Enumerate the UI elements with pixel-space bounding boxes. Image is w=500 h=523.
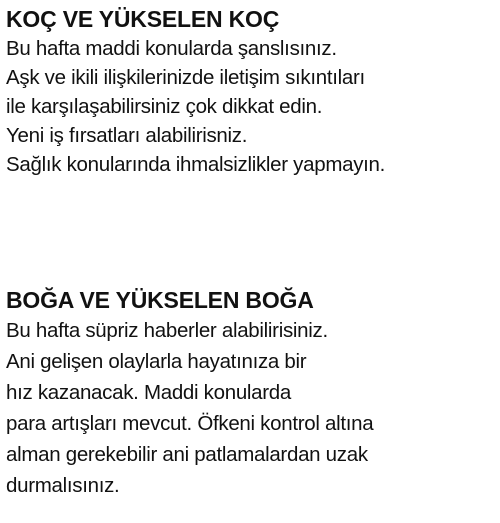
section-body [6, 315, 496, 501]
body-line: durmalısınız. [6, 474, 120, 497]
horoscope-section-koc [6, 4, 496, 179]
body-line: alman gerekebilir ani patlamalardan uzak [6, 443, 368, 466]
body-line: Bu hafta süpriz haberler alabilirisiniz. [6, 319, 328, 342]
body-line: Ani gelişen olaylarla hayatınıza bir [6, 350, 307, 373]
horoscope-section-boga [6, 285, 496, 501]
body-line: Sağlık konularında ihmalsizlikler yapmayın. [6, 153, 386, 176]
body-line: Aşk ve ikili ilişkilerinizde iletişim sıkıntıları [6, 66, 365, 89]
body-line: hız kazanacak. Maddi konularda [6, 381, 292, 404]
body-line: Yeni iş fırsatları alabilirisniz. [6, 124, 248, 147]
section-body [6, 34, 496, 179]
body-line: ile karşılaşabilirsiniz çok dikkat edin. [6, 95, 323, 118]
body-line: para artışları mevcut. Öfkeni kontrol altına [6, 412, 374, 435]
body-line: Bu hafta maddi konularda şanslısınız. [6, 37, 337, 60]
section-title: KOÇ VE YÜKSELEN KOÇ [6, 6, 280, 32]
section-title: BOĞA VE YÜKSELEN BOĞA [6, 287, 314, 313]
